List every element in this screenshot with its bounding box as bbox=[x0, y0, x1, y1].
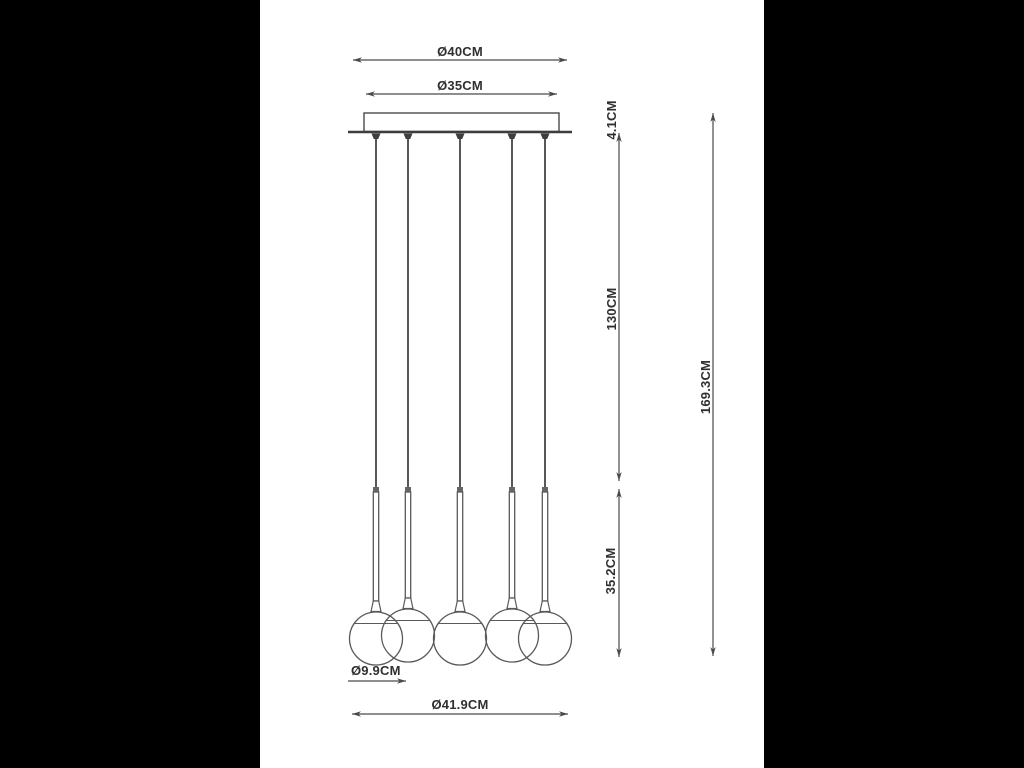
label-canopy-height: 4.1CM bbox=[604, 100, 619, 140]
drawing-panel bbox=[260, 0, 764, 768]
pendant-lamp-drawing bbox=[260, 0, 764, 768]
cord-connectors bbox=[372, 134, 550, 140]
label-pendant-height: 35.2CM bbox=[603, 547, 618, 595]
canopy-box bbox=[364, 113, 559, 132]
left-letterbox bbox=[0, 0, 260, 768]
label-canopy-outer-width: Ø40CM bbox=[437, 44, 483, 59]
label-cord-length: 130CM bbox=[604, 287, 619, 331]
label-canopy-width: Ø35CM bbox=[437, 78, 483, 93]
glass-globes bbox=[350, 609, 572, 665]
right-letterbox bbox=[764, 0, 1024, 768]
globe-3 bbox=[434, 612, 487, 665]
stem-tubes bbox=[373, 492, 547, 601]
label-overall-width: Ø41.9CM bbox=[431, 697, 489, 712]
suspension-cords bbox=[376, 139, 545, 487]
globe-2 bbox=[382, 609, 435, 662]
stem-caps bbox=[373, 487, 548, 492]
label-globe-diameter: Ø9.9CM bbox=[351, 663, 401, 678]
label-total-height: 169.3CM bbox=[698, 359, 713, 415]
